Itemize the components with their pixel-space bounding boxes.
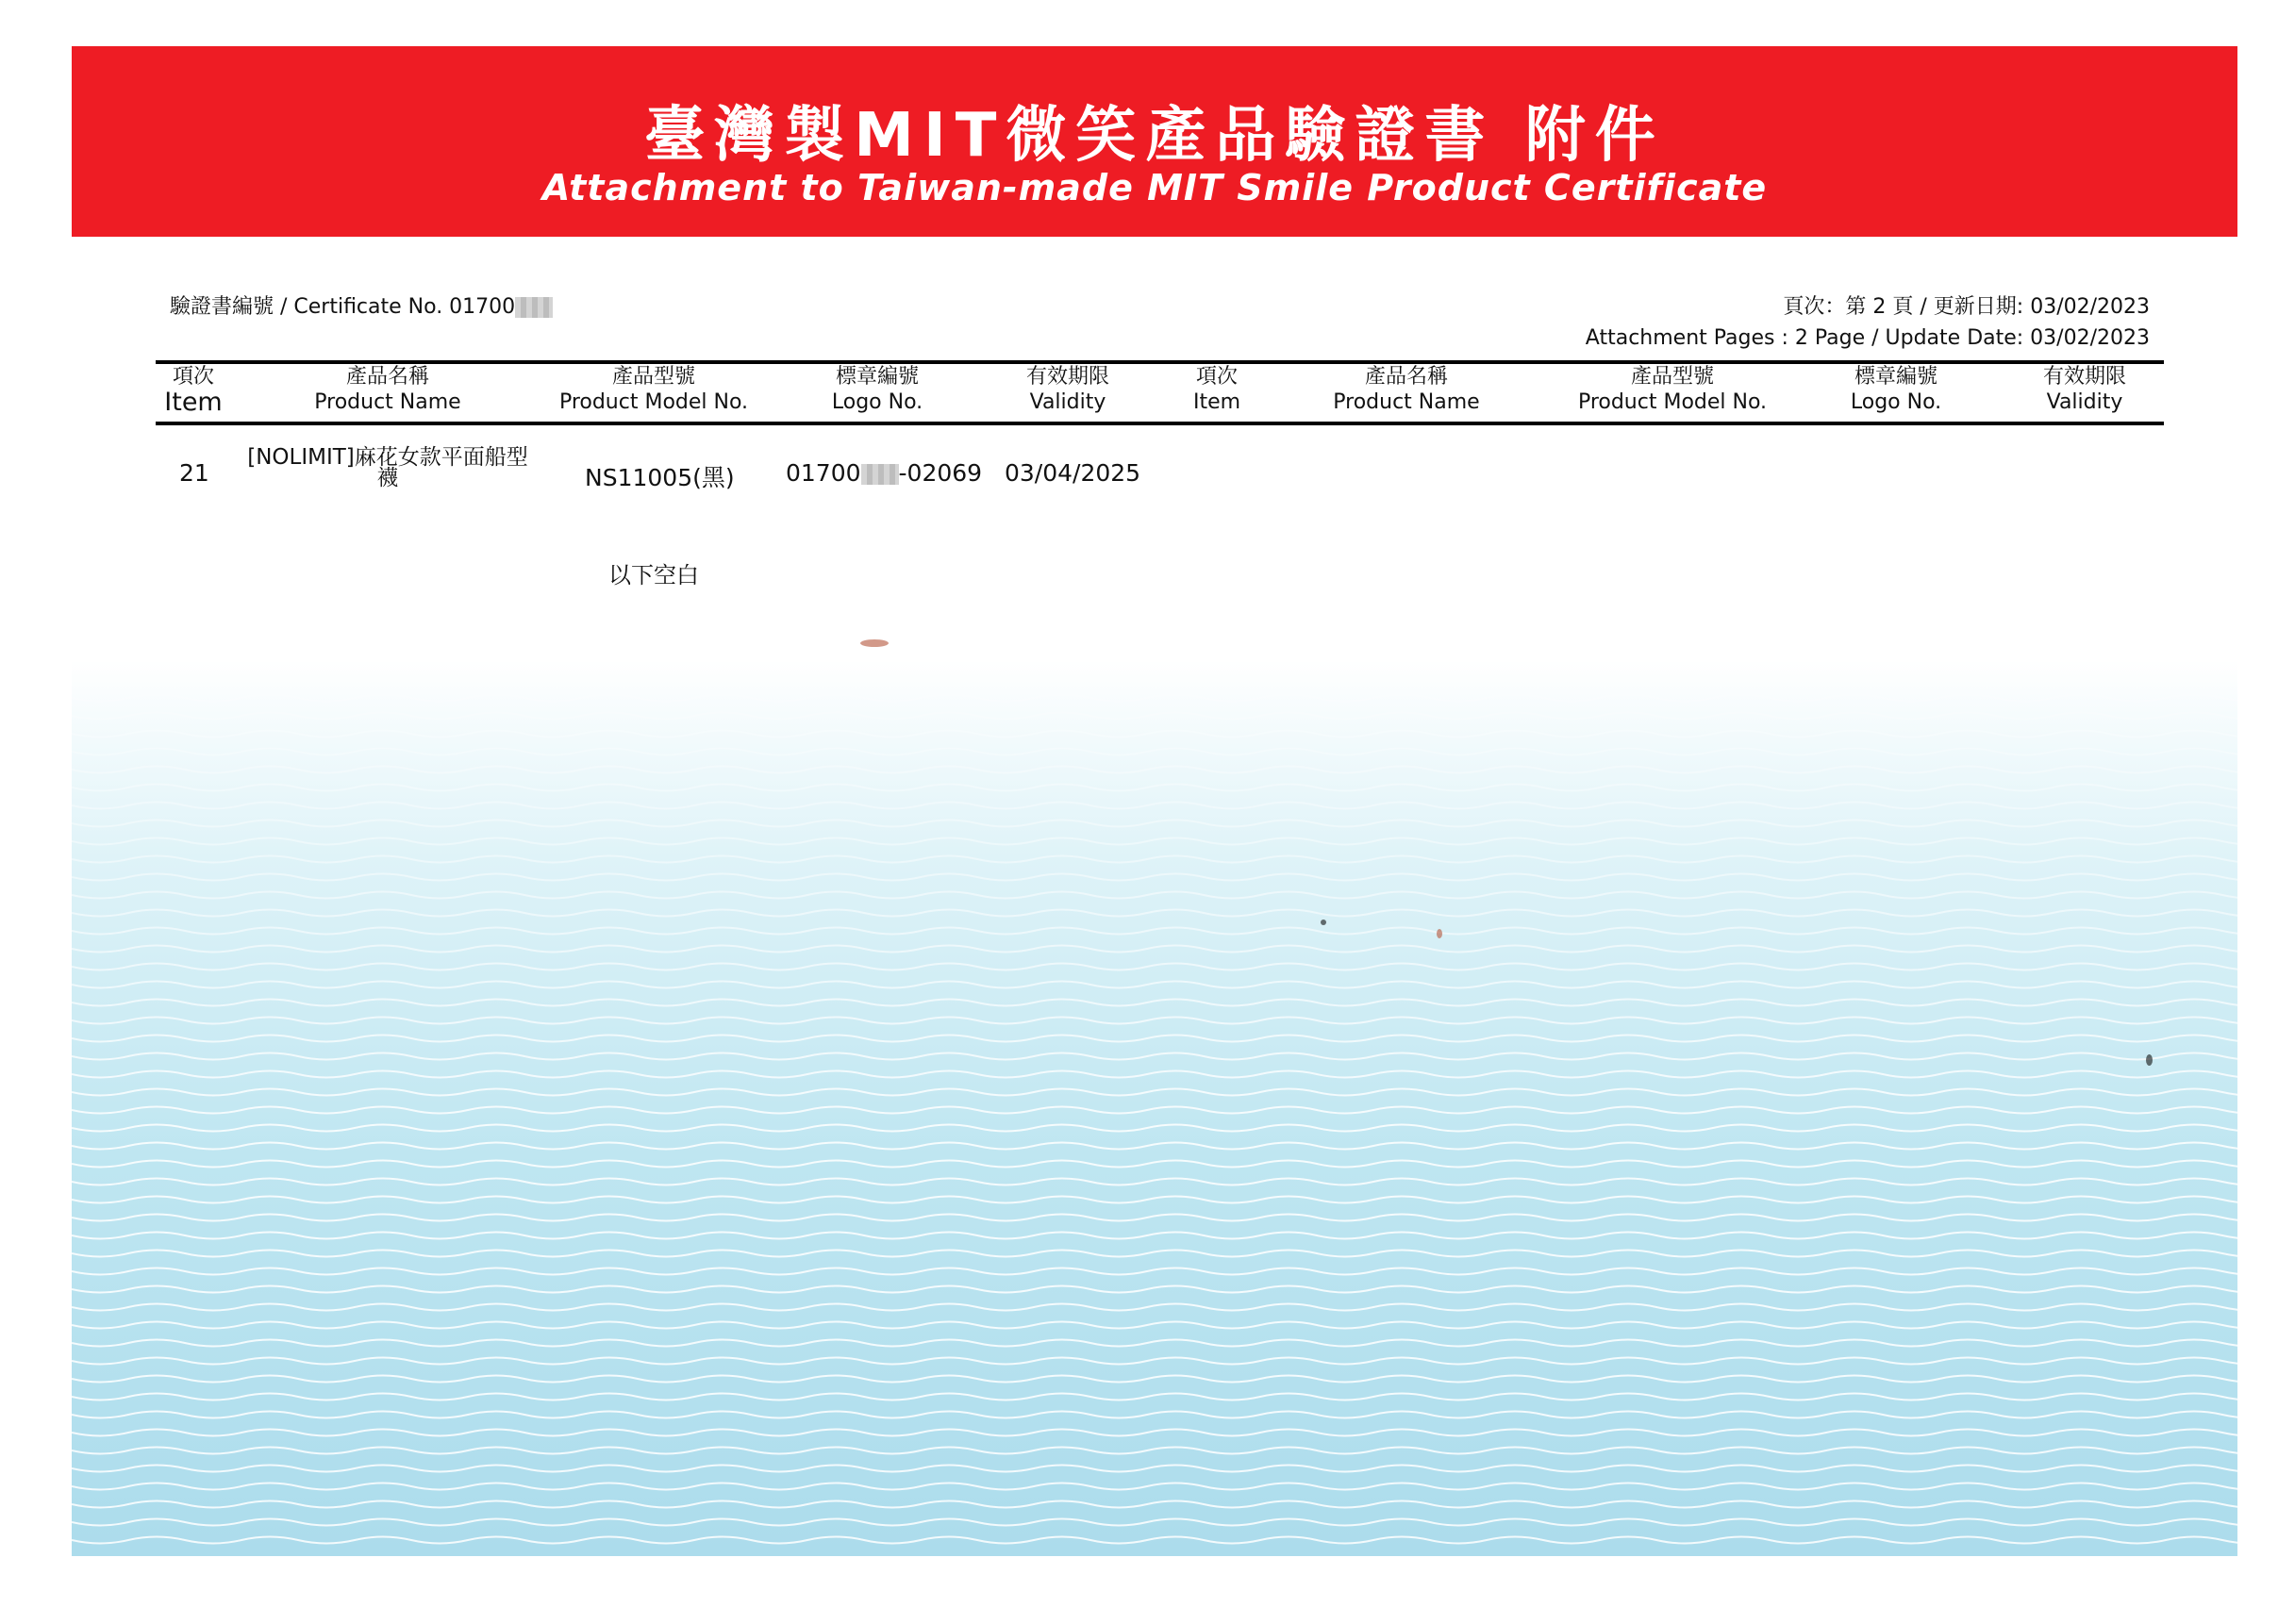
wave-line (72, 1394, 2237, 1400)
wave-line (72, 1107, 2237, 1114)
wave-line (72, 946, 2237, 953)
header-logo-no-2: 標章編號 Logo No. (1850, 365, 1942, 414)
banner-title-zh: 臺灣製MIT微笑產品驗證書 附件 (644, 101, 1665, 171)
header-product-name-2: 產品名稱 Product Name (1333, 365, 1480, 414)
wave-line (72, 1466, 2237, 1472)
wave-line (72, 1519, 2237, 1526)
wave-line (72, 1125, 2237, 1132)
redaction-mask (861, 464, 899, 485)
wave-line (72, 820, 2237, 827)
wave-line (72, 838, 2237, 845)
wave-line (72, 1071, 2237, 1078)
wave-line (72, 731, 2237, 737)
wave-line (72, 910, 2237, 917)
header-validity: 有效期限 Validity (1025, 365, 1109, 414)
row-model: NS11005(黑) (585, 464, 735, 491)
page-info-zh: 頁次：第 2 頁 / 更新日期: 03/02/2023 (1783, 295, 2150, 319)
wave-line (72, 1197, 2237, 1203)
wave-line (72, 695, 2237, 702)
wave-line (72, 1089, 2237, 1096)
banner-title-en: Attachment to Taiwan-made MIT Smile Product Certificate (541, 167, 1768, 208)
row-validity: 03/04/2025 (1005, 459, 1141, 487)
header-logo-no: 標章編號 Logo No. (831, 365, 923, 414)
certificate-number (170, 290, 553, 320)
certificate-label: 驗證書編號 / Certificate No. 01700 (170, 295, 516, 319)
wave-line (72, 1286, 2237, 1293)
header-model-no: 產品型號 Product Model No. (558, 365, 749, 414)
wave-line (72, 749, 2237, 755)
header-item-2: 項次 Item (1192, 365, 1241, 414)
wave-pattern (72, 660, 2237, 1556)
header-product-name: 產品名稱 Product Name (314, 365, 461, 414)
wave-line (72, 982, 2237, 988)
wave-line (72, 1537, 2237, 1544)
wave-line (72, 1215, 2237, 1221)
row-product-name: [NOLIMIT]麻花女款平面船型 襪 (247, 445, 528, 490)
header-model-no-2: 產品型號 Product Model No. (1577, 365, 1768, 414)
wave-line (72, 767, 2237, 773)
wave-line (72, 1018, 2237, 1024)
title-banner (72, 46, 2237, 237)
wave-line (72, 1233, 2237, 1239)
wave-background (72, 660, 2237, 1556)
stain-mark (860, 639, 889, 647)
wave-line (72, 1179, 2237, 1185)
ink-dot (2146, 1054, 2153, 1066)
wave-line (72, 856, 2237, 863)
wave-line (72, 964, 2237, 970)
wave-line (72, 1483, 2237, 1490)
table-header-rule (156, 422, 2164, 425)
wave-line (72, 803, 2237, 809)
stain-mark (1437, 929, 1442, 938)
wave-line (72, 874, 2237, 881)
wave-line (72, 1322, 2237, 1329)
header-validity-2: 有效期限 Validity (2042, 365, 2126, 414)
wave-line (72, 1161, 2237, 1168)
wave-line (72, 1376, 2237, 1383)
wave-line (72, 1412, 2237, 1418)
wave-line (72, 928, 2237, 935)
wave-line (72, 1143, 2237, 1150)
wave-line (72, 1501, 2237, 1508)
page-info-en: Attachment Pages : 2 Page / Update Date: 03/02/2023 (1585, 326, 2150, 350)
wave-line (72, 1251, 2237, 1257)
wave-line (72, 1340, 2237, 1347)
wave-line (72, 1000, 2237, 1006)
header-item: 項次 Item (164, 365, 223, 417)
wave-line (72, 1304, 2237, 1311)
row-item: 21 (179, 459, 209, 487)
wave-line (72, 1358, 2237, 1365)
wave-line (72, 1053, 2237, 1060)
wave-line (72, 713, 2237, 720)
wave-line (72, 1036, 2237, 1042)
wave-line (72, 1448, 2237, 1454)
wave-line (72, 785, 2237, 791)
wave-line (72, 1430, 2237, 1436)
ink-dot (1321, 920, 1326, 925)
blank-below-note: 以下空白 (608, 562, 699, 588)
wave-line (72, 892, 2237, 899)
row-logo-no: 01700 -02069 (786, 459, 983, 487)
wave-line (72, 1268, 2237, 1275)
redaction-mask (515, 297, 553, 318)
